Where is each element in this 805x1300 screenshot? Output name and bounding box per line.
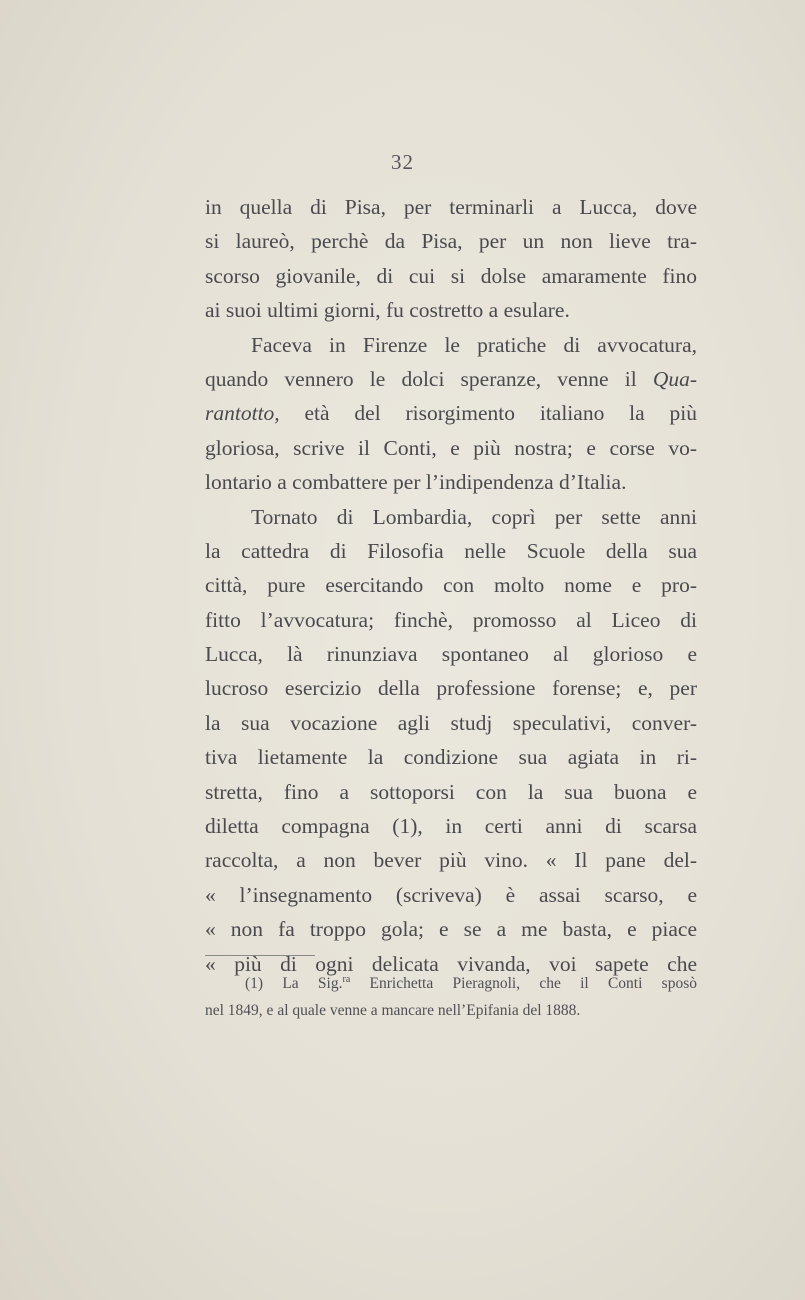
footnote-line: (1) La Sig.$^{ra}$ Enrichetta Pieragnoli, che il Conti sposò xyxy=(245,973,697,992)
body-text xyxy=(205,190,697,981)
text-line: gloriosa, scrive il Conti, e più nostra; e corse vo- xyxy=(205,435,697,460)
text-line: « non fa troppo gola; e se a me basta, e piace xyxy=(205,917,697,942)
text-line: fitto l’avvocatura; finchè, promosso al Liceo di xyxy=(205,607,697,632)
text-line: « l’insegnamento (scriveva) è assai scarso, e xyxy=(205,882,697,907)
paragraph-start-line: Faceva in Firenze le pratiche di avvocatura, xyxy=(251,332,697,357)
text-line: quando vennero le dolci speranze, venne il Qua- xyxy=(205,366,698,391)
text-line: stretta, fino a sottoporsi con la sua buona e xyxy=(205,779,697,804)
text-line: tiva lietamente la condizione sua agiata in ri- xyxy=(205,745,697,770)
italic-text: Qua- xyxy=(652,366,698,391)
text-line: la sua vocazione agli studj speculativi, conver- xyxy=(205,710,697,735)
text-line: in quella di Pisa, per terminarli a Lucca, dove xyxy=(205,195,697,219)
text-line: Lucca, là rinunziava spontaneo al glorioso e xyxy=(205,642,697,667)
text-line: diletta compagna (1), in certi anni di scarsa xyxy=(205,814,697,839)
italic-text: rantotto, xyxy=(205,401,280,426)
text-line: scorso giovanile, di cui si dolse amaramente fino xyxy=(205,263,697,288)
text-line: lucroso esercizio della professione forense; e, per xyxy=(205,676,697,701)
text-line: raccolta, a non bever più vino. « Il pane del- xyxy=(205,848,697,873)
footnote xyxy=(205,970,697,1024)
text-line: rantotto, età del risorgimento italiano la più xyxy=(205,401,697,426)
text-line: la cattedra di Filosofia nelle Scuole della sua xyxy=(205,538,697,563)
text-line: città, pure esercitando con molto nome e pro- xyxy=(205,573,697,598)
page-number: 32 xyxy=(391,150,414,174)
paragraph-start-line: Tornato di Lombardia, coprì per sette anni xyxy=(251,504,697,529)
text-line: lontario a combattere per l’indipendenza d’Italia. xyxy=(205,470,627,495)
text-line: si laureò, perchè da Pisa, per un non lieve tra- xyxy=(205,229,697,254)
footnote-divider xyxy=(205,955,315,956)
text-line: « più di ogni delicata vivanda, voi sapete che xyxy=(205,951,697,976)
text-line: ai suoi ultimi giorni, fu costretto a esulare. xyxy=(205,298,570,323)
footnote-line: nel 1849, e al quale venne a mancare nell’Epifania del 1888. xyxy=(205,1002,581,1019)
